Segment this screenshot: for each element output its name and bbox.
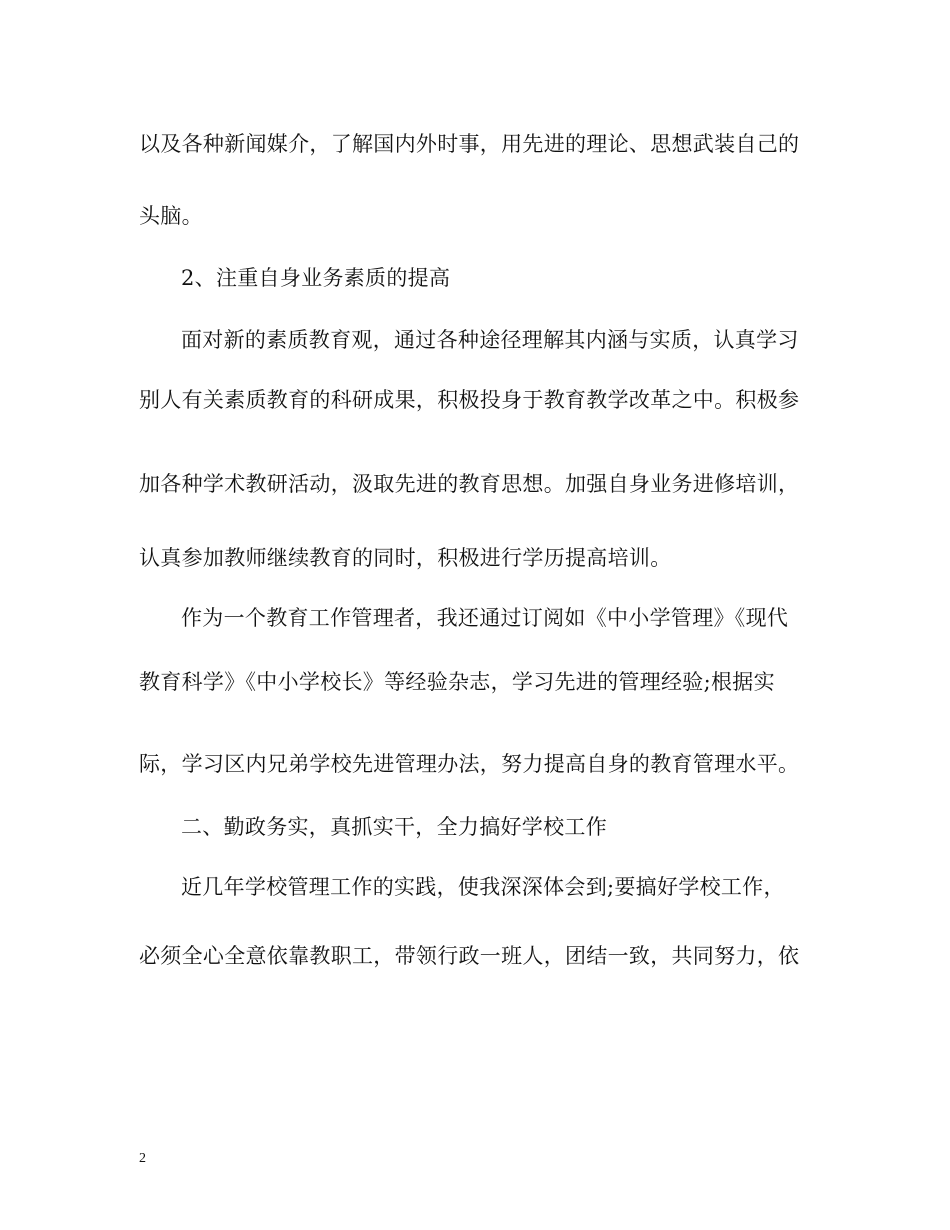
section-heading-er: 二、勤政务实，真抓实干，全力搞好学校工作: [181, 815, 607, 839]
text-line-9: 教育科学》《中小学校长》等经验杂志，学习先进的管理经验;根据实: [139, 670, 775, 694]
text-line-12: 近几年学校管理工作的实践，使我深深体会到;要搞好学校工作，: [181, 875, 785, 899]
text-line-2: 头脑。: [139, 204, 203, 228]
page-number: 2: [139, 1151, 146, 1166]
text-line-7: 认真参加教师继续教育的同时，积极进行学历提高培训。: [139, 546, 672, 570]
section-heading-2: 2、注重自身业务素质的提高: [181, 266, 451, 290]
text-line-6: 加各种学术教研活动，汲取先进的教育思想。加强自身业务进修培训，: [139, 472, 800, 496]
text-line-13: 必须全心全意依靠教职工，带领行政一班人，团结一致，共同努力，依: [139, 944, 800, 968]
text-line-4: 面对新的素质教育观，通过各种途径理解其内涵与实质，认真学习: [181, 328, 799, 352]
text-line-8: 作为一个教育工作管理者，我还通过订阅如《中小学管理》《现代: [181, 606, 789, 630]
text-line-1: 以及各种新闻媒介，了解国内外时事，用先进的理论、思想武装自己的: [139, 132, 800, 156]
text-line-10: 际，学习区内兄弟学校先进管理办法，努力提高自身的教育管理水平。: [139, 752, 800, 776]
text-line-5: 别人有关素质教育的科研成果，积极投身于教育教学改革之中。积极参: [139, 388, 800, 412]
